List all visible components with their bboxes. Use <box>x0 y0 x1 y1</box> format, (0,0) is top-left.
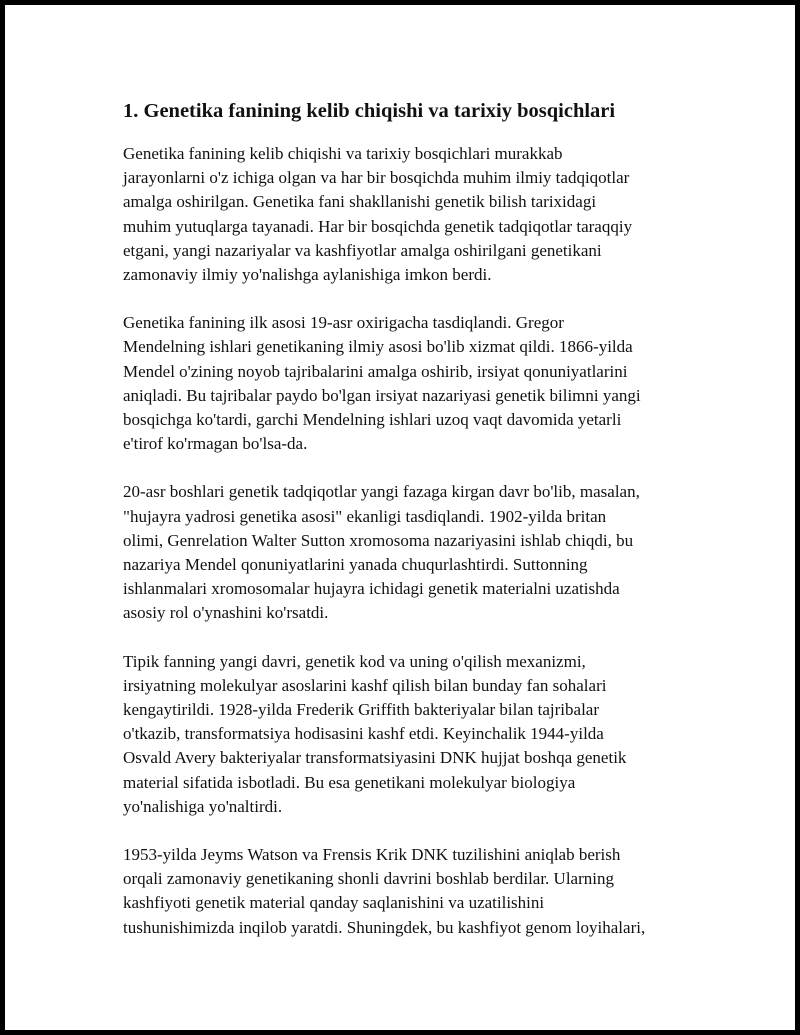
paragraph-1: Genetika fanining kelib chiqishi va tarixiy bosqichlari murakkab jarayonlarni o'z ichiga olgan va har bir bosqichda muhim ilmiy tadqiqotlar amalga oshirilgan. Genetika fani shakllanishi genetik bilish tarixidagi muhim yutuqlarga tayanadi. Har bir bosqichda genetik tadqiqotlar taraqqiy etgani, yangi nazariyalar va kashfiyotlar amalga oshirilgani genetikani zamonaviy ilmiy yo'nalishga aylanishiga imkon berdi. <box>123 144 633 285</box>
section-heading: 1. Genetika fanining kelib chiqishi va tarixiy bosqichlari <box>123 100 616 122</box>
document-body <box>123 98 693 964</box>
paragraph-5: 1953-yilda Jeyms Watson va Frensis Krik DNK tuzilishini aniqlab berish orqali zamonaviy genetikaning shonli davrini boshlab berdilar. Ularning kashfiyoti genetik material qanday saqlanishini va uzatilishini tushunishimizda inqilob yaratdi. Shuningdek, bu kashfiyot genom loyihalari, <box>123 845 646 937</box>
paragraph-2: Genetika fanining ilk asosi 19-asr oxirigacha tasdiqlandi. Gregor Mendelning ishlari genetikaning ilmiy asosi bo'lib xizmat qildi. 1866-yilda Mendel o'zining noyob tajribalarini amalga oshirib, irsiyat qonuniyatlarini aniqladi. Bu tajribalar paydo bo'lgan irsiyat nazariyasi genetik bilimni yangi bosqichga ko'tardi, garchi Mendelning ishlari uzoq vaqt davomida yetarli e'tirof ko'rmagan bo'lsa-da. <box>123 313 641 454</box>
paragraph-4: Tipik fanning yangi davri, genetik kod va uning o'qilish mexanizmi, irsiyatning molekulyar asoslarini kashf qilish bilan bunday fan sohalari kengaytirildi. 1928-yilda Frederik Griffith bakteriyalar bilan tajribalar o'tkazib, transformatsiya hodisasini kashf etdi. Keyinchalik 1944-yilda Osvald Avery bakteriyalar transformatsiyasini DNK hujjat boshqa genetik material sifatida isbotladi. Bu esa genetikani molekulyar biologiya yo'nalishiga yo'naltirdi. <box>123 651 627 816</box>
paragraph-3: 20-asr boshlari genetik tadqiqotlar yangi fazaga kirgan davr bo'lib, masalan, "hujayra yadrosi genetika asosi" ekanligi tasdiqlandi. 1902-yilda britan olimi, Genrelation Walter Sutton xromosoma nazariyasini ishlab chiqdi, bu nazariya Mendel qonuniyatlarini yanada chuqurlashtirdi. Suttonning ishlanmalari xromosomalar hujayra ichidagi genetik materialni uzatishda asosiy rol o'ynashini ko'rsatdi. <box>123 482 640 623</box>
